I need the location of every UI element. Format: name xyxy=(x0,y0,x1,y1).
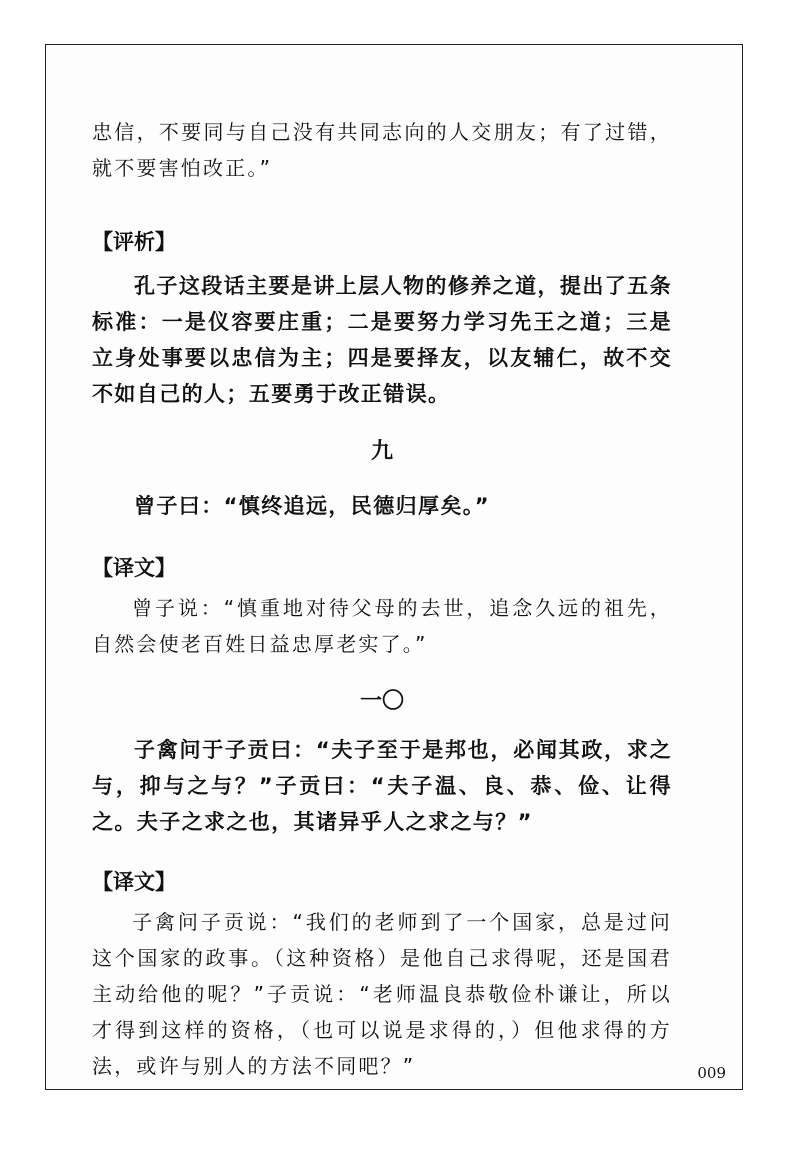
page-content xyxy=(92,114,672,1084)
section-9-translation-label: 【译文】 xyxy=(92,556,176,580)
commentary-label: 【评析】 xyxy=(92,230,176,254)
section-10-heading: 一〇 xyxy=(359,689,404,714)
section-10-translation: 子禽问子贡说：“我们的老师到了一个国家，总是过问这个国家的政事。（这种资格）是他自己求得呢，还是国君主动给他的呢？”子贡说：“老师温良恭敬俭朴谦让，所以才得到这样的资格，（也可以说是求得的，）但他求得的方法，或许与别人的方法不同吧？” xyxy=(92,910,672,1078)
section-9-translation: 曾子说：“慎重地对待父母的去世，追念久远的祖先，自然会使老百姓日益忠厚老实了。” xyxy=(92,596,672,656)
commentary-paragraph: 孔子这段话主要是讲上层人物的修养之道，提出了五条标准：一是仪容要庄重；二是要努力学习先王之道；三是立身处事要以忠信为主；四是要择友，以友辅仁，故不交不如自己的人；五要勇于改正错误。 xyxy=(92,274,672,406)
section-10-quote: 子禽问于子贡曰：“夫子至于是邦也，必闻其政，求之与，抑与之与？”子贡曰：“夫子温、良、恭、俭、让得之。夫子之求之也，其诸异乎人之求之与？” xyxy=(92,738,672,834)
section-9-quote: 曾子曰：“慎终追远，民德归厚矣。” xyxy=(134,494,490,518)
page-number: 009 xyxy=(697,1064,726,1082)
section-10-translation-label: 【译文】 xyxy=(92,870,176,894)
section-9-heading: 九 xyxy=(370,439,393,464)
section-8-closing-paragraph: 忠信，不要同与自己没有共同志向的人交朋友；有了过错，就不要害怕改正。” xyxy=(92,120,672,180)
